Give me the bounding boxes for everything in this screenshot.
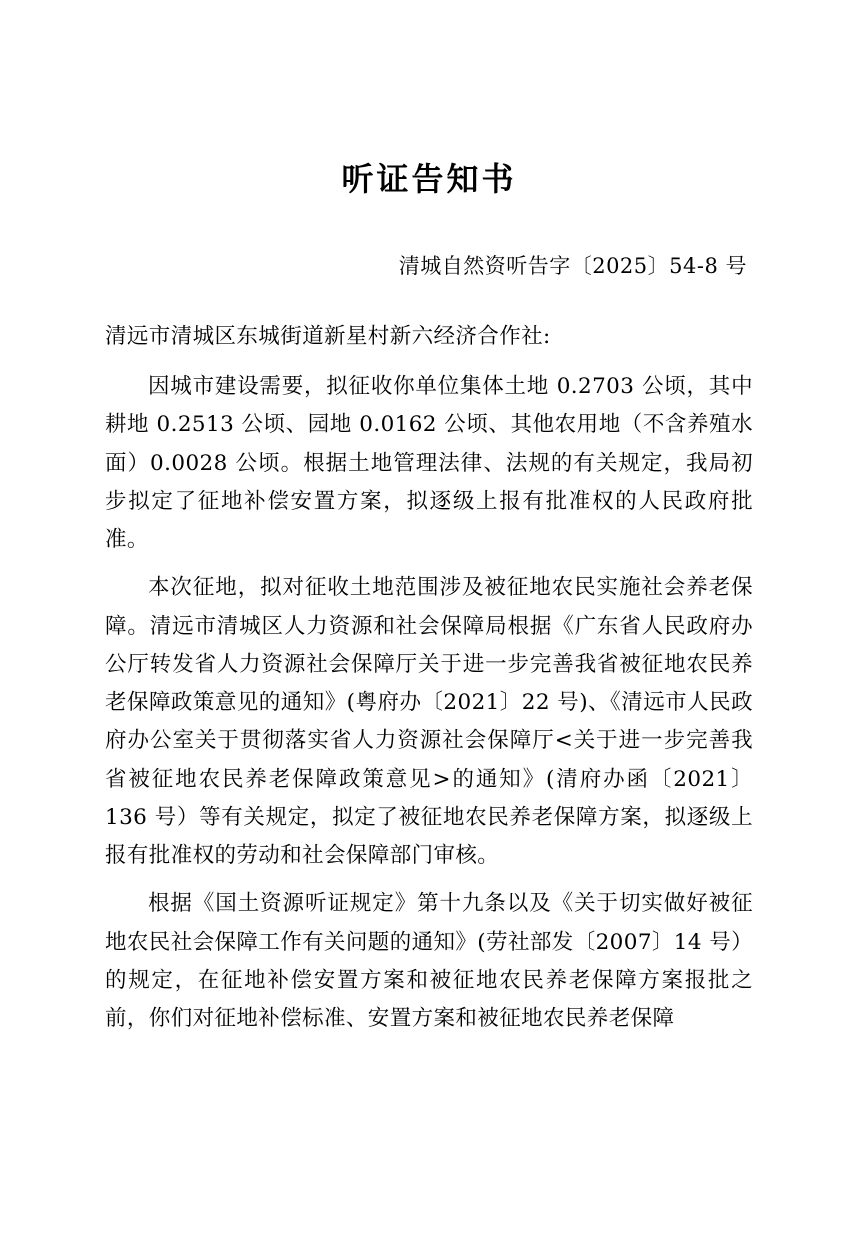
- document-number: 清城自然资听告字〔2025〕54-8 号: [398, 254, 747, 279]
- document-body: [105, 0, 753, 1039]
- body-paragraph-2: 本次征地，拟对征收土地范围涉及被征地农民实施社会养老保障。清远市清城区人力资源和社会保障局根据《广东省人民政府办公厅转发省人力资源社会保障厅关于进一步完善我省被征地农民养老保障政策意见的通知》(粤府办〔2021〕22 号)、《清远市人民政府办公室关于贯彻落实省人力资源社会保障厅<关于进一步完善我省被征地农民养老保障政策意见>的通知》(清府办函〔2021〕136 号）等有关规定，拟定了被征地农民养老保障方案，拟逐级上报有批准权的劳动和社会保障部门审核。: [105, 575, 753, 869]
- body-paragraph-1: 因城市建设需要，拟征收你单位集体土地 0.2703 公顷，其中耕地 0.2513 公顷、园地 0.0162 公顷、其他农用地（不含养殖水面）0.0028 公顷。根据土地管理法律、法规的有关规定，我局初步拟定了征地补偿安置方案，拟逐级上报有批准权的人民政府批准。: [105, 374, 753, 553]
- page-title: 听证告知书: [341, 160, 517, 198]
- body-paragraph-3: 根据《国土资源听证规定》第十九条以及《关于切实做好被征地农民社会保障工作有关问题的通知》(劳社部发〔2007〕14 号）的规定，在征地补偿安置方案和被征地农民养老保障方案报批之前，你们对征地补偿标准、安置方案和被征地农民养老保障: [105, 891, 753, 1032]
- addressee-line: 清远市清城区东城街道新星村新六经济合作社:: [105, 324, 551, 350]
